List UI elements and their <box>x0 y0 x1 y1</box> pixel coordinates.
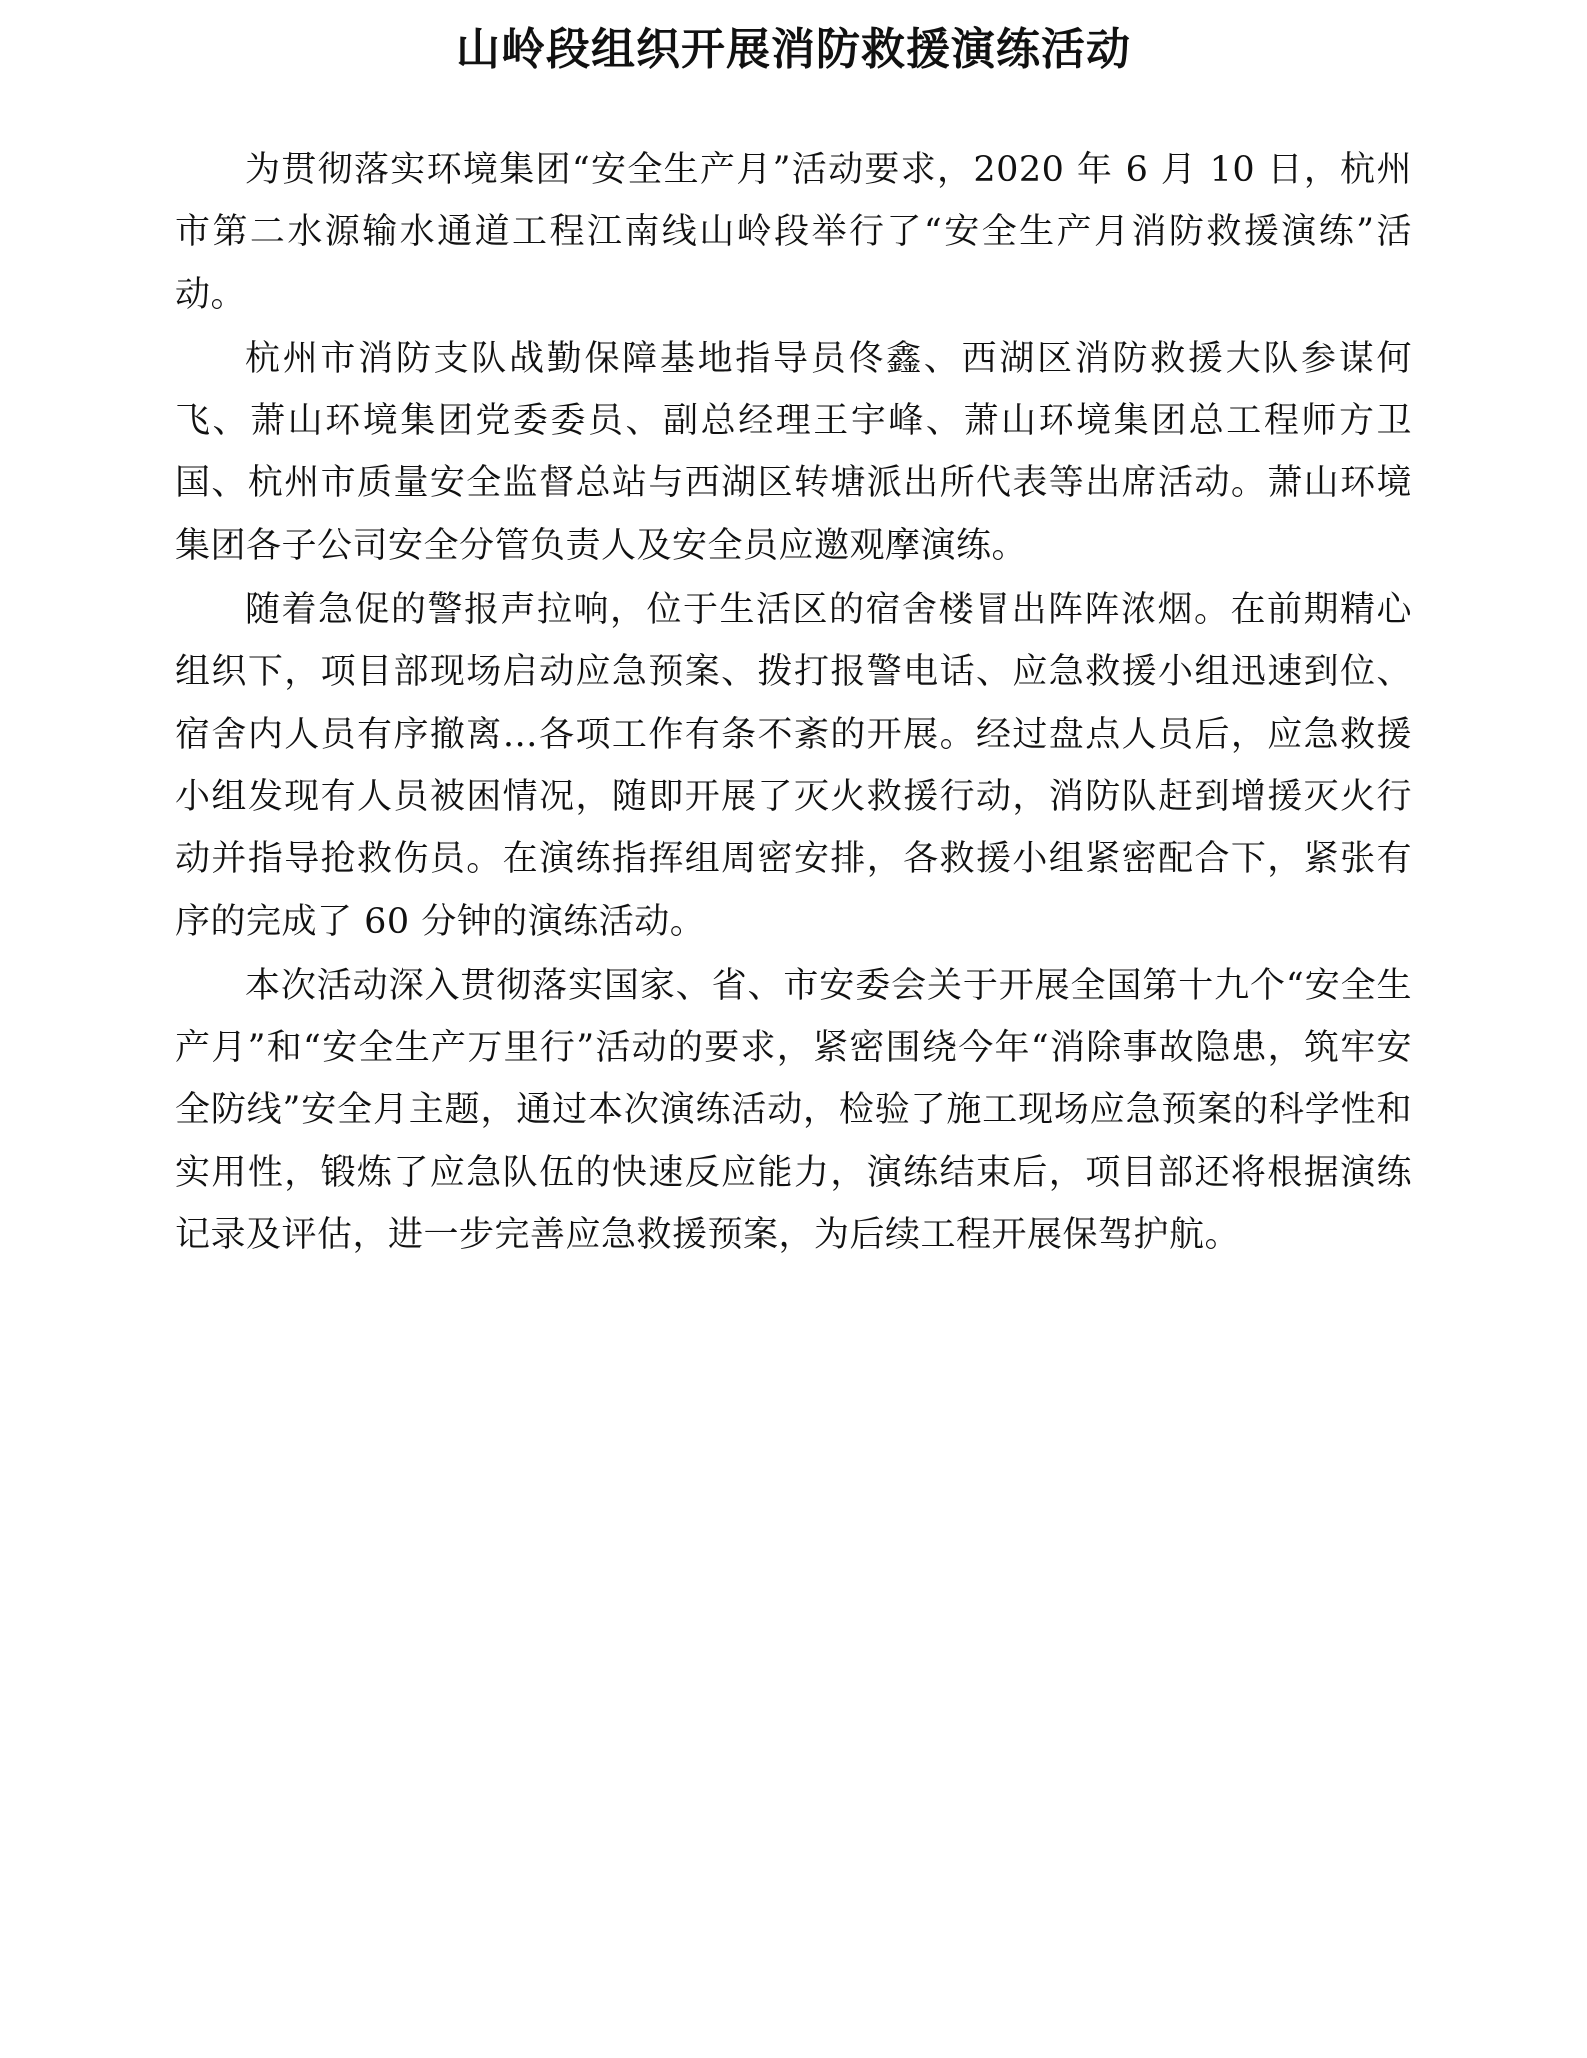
document-body <box>175 139 1412 1266</box>
page-title: 山岭段组织开展消防救援演练活动 <box>456 24 1131 75</box>
paragraph: 随着急促的警报声拉响，位于生活区的宿舍楼冒出阵阵浓烟。在前期精心组织下，项目部现场启动应急预案、拨打报警电话、应急救援小组迅速到位、宿舍内人员有序撤离…各项工作有条不紊的开展。经过盘点人员后，应急救援小组发现有人员被困情况，随即开展了灭火救援行动，消防队赶到增援灭火行动并指导抢救伤员。在演练指挥组周密安排，各救援小组紧密配合下，紧张有序的完成了 60 分钟的演练活动。 <box>175 590 1412 942</box>
paragraph: 本次活动深入贯彻落实国家、省、市安委会关于开展全国第十九个“安全生产月”和“安全生产万里行”活动的要求，紧密围绕今年“消除事故隐患，筑牢安全防线”安全月主题，通过本次演练活动，检验了施工现场应急预案的科学性和实用性，锻炼了应急队伍的快速反应能力，演练结束后，项目部还将根据演练记录及评估，进一步完善应急救援预案，为后续工程开展保驾护航。 <box>175 965 1412 1256</box>
paragraph: 为贯彻落实环境集团“安全生产月”活动要求，2020 年 6 月 10 日，杭州市第二水源输水通道工程江南线山岭段举行了“安全生产月消防救援演练”活动。 <box>175 150 1412 315</box>
paragraph: 杭州市消防支队战勤保障基地指导员佟鑫、西湖区消防救援大队参谋何飞、萧山环境集团党委委员、副总经理王宇峰、萧山环境集团总工程师方卫国、杭州市质量安全监督总站与西湖区转塘派出所代表等出席活动。萧山环境集团各子公司安全分管负责人及安全员应邀观摩演练。 <box>175 338 1412 566</box>
